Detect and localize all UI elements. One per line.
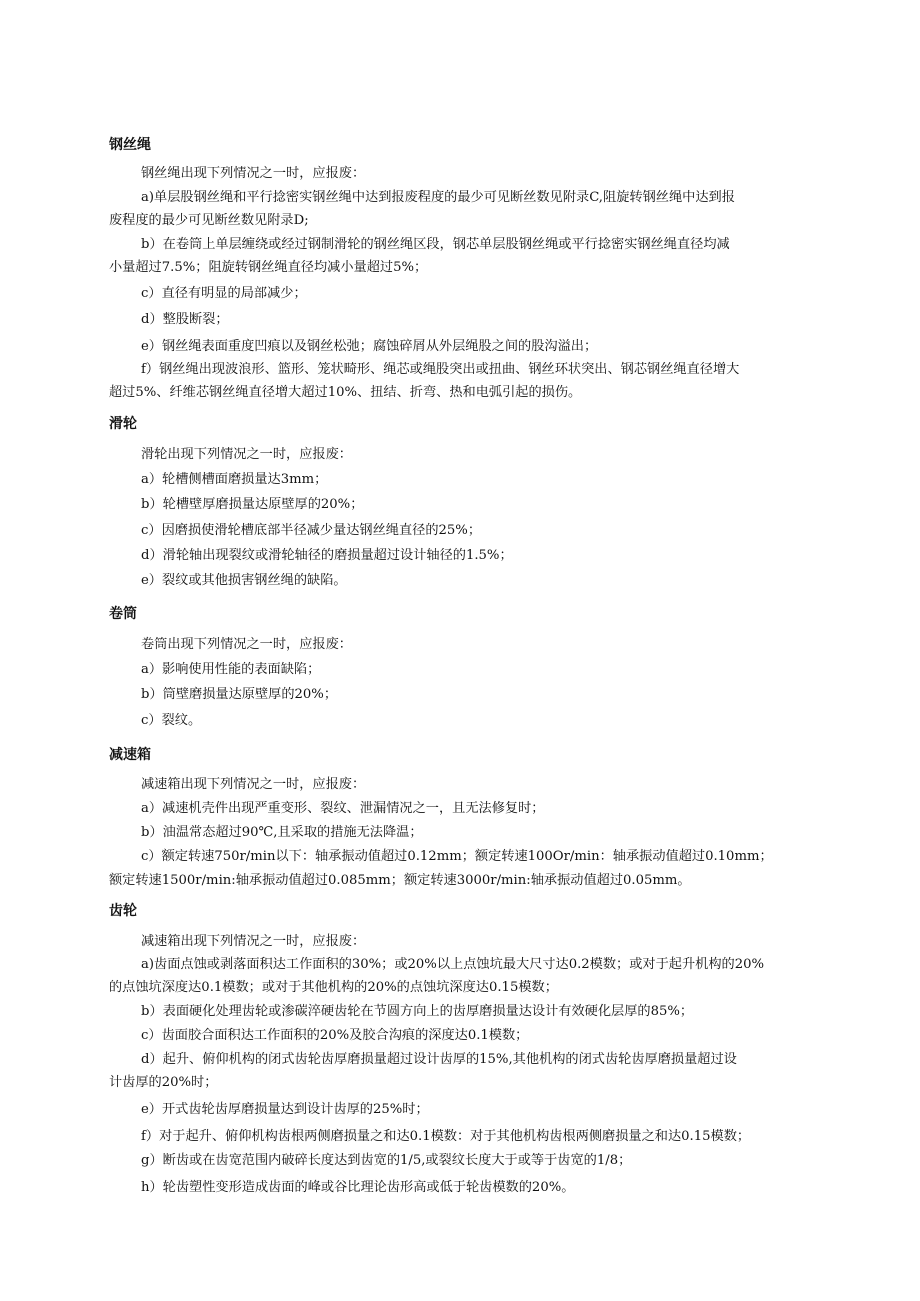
paragraph-line: d）起升、俯仰机构的闭式齿轮齿厚磨损量超过设计齿厚的15%,其他机构的闭式齿轮齿厚磨损量超过设 <box>141 1052 737 1067</box>
paragraph-line: a）轮槽侧槽面磨损量达3mm； <box>141 472 328 487</box>
paragraph-line: 卷筒出现下列情况之一时，应报废： <box>141 637 352 652</box>
paragraph-line: 滑轮出现下列情况之一时，应报废： <box>141 447 352 462</box>
paragraph-line: d）整股断裂； <box>141 312 229 327</box>
paragraph-line: 额定转速1500r/min:轴承振动值超过0.085mm；额定转速3000r/min:轴承振动值超过0.05mm。 <box>109 873 691 888</box>
paragraph-line: b）在卷筒上单层缠绕或经过钢制滑轮的钢丝绳区段，钢芯单层股钢丝绳或平行捻密实钢丝绳直径均减 <box>141 237 730 252</box>
paragraph-line: b）油温常态超过90℃,且采取的措施无法降温； <box>141 825 423 840</box>
paragraph-line: f）钢丝绳出现波浪形、篮形、笼状畸形、绳芯或绳股突出或扭曲、钢丝环状突出、钢芯钢丝绳直径增大 <box>141 362 740 377</box>
section-title-wire-rope: 钢丝绳 <box>109 137 151 153</box>
paragraph-line: h）轮齿塑性变形造成齿面的峰或谷比理论齿形高或低于轮齿模数的20%。 <box>141 1180 575 1195</box>
section-title-pulley: 滑轮 <box>109 416 137 432</box>
section-title-drum: 卷筒 <box>109 606 137 622</box>
section-title-gearbox: 减速箱 <box>109 747 151 763</box>
paragraph-line: a）减速机壳件出现严重变形、裂纹、泄漏情况之一，且无法修复时； <box>141 801 545 816</box>
paragraph-line: e）钢丝绳表面重度凹痕以及钢丝松弛；腐蚀碎屑从外层绳股之间的股沟溢出； <box>141 339 598 354</box>
paragraph-line: 减速箱出现下列情况之一时，应报废： <box>141 777 366 792</box>
paragraph-line: d）滑轮轴出现裂纹或滑轮轴径的磨损量超过设计轴径的1.5%； <box>141 548 513 563</box>
paragraph-line: c）额定转速750r/min以下：轴承振动值超过0.12mm；额定转速100Or/min：轴承振动值超过0.10mm； <box>141 849 773 864</box>
paragraph-line: 计齿厚的20%时； <box>109 1075 218 1090</box>
paragraph-line: c）因磨损使滑轮槽底部半径减少量达钢丝绳直径的25%； <box>141 523 482 538</box>
paragraph-line: 减速箱出现下列情况之一时，应报废： <box>141 934 366 949</box>
paragraph-line: a)齿面点蚀或剥落面积达工作面积的30%；或20%以上点蚀坑最大尺寸达0.2模数；或对于起升机构的20% <box>141 957 765 972</box>
paragraph-line: e）开式齿轮齿厚磨损量达到设计齿厚的25%时； <box>141 1102 429 1117</box>
paragraph-line: 小量超过7.5%；阻旋转钢丝绳直径均减小量超过5%； <box>109 260 428 275</box>
paragraph-line: c）裂纹。 <box>141 713 202 728</box>
paragraph-line: b）表面硬化处理齿轮或渗碳淬硬齿轮在节圆方向上的齿厚磨损量达设计有效硬化层厚的85%； <box>141 1004 694 1019</box>
paragraph-line: 的点蚀坑深度达0.1模数；或对于其他机构的20%的点蚀坑深度达0.15模数； <box>109 980 558 995</box>
paragraph-line: b）轮槽壁厚磨损量达原壁厚的20%； <box>141 497 364 512</box>
paragraph-line: f）对于起升、俯仰机构齿根两侧磨损量之和达0.1模数：对于其他机构齿根两侧磨损量之和达0.15模数； <box>141 1129 751 1144</box>
paragraph-line: e）裂纹或其他损害钢丝绳的缺陷。 <box>141 573 347 588</box>
paragraph-line: a)单层股钢丝绳和平行捻密实钢丝绳中达到报废程度的最少可见断丝数见附录C,阻旋转钢丝绳中达到报 <box>141 190 735 205</box>
paragraph-line: b）筒壁磨损量达原壁厚的20%； <box>141 687 338 702</box>
paragraph-line: g）断齿或在齿宽范围内破碎长度达到齿宽的1/5,或裂纹长度大于或等于齿宽的1/8； <box>141 1153 632 1168</box>
paragraph-line: c）齿面胶合面积达工作面积的20%及胶合沟痕的深度达0.1模数； <box>141 1028 529 1043</box>
paragraph-line: 超过5%、纤维芯钢丝绳直径增大超过10%、扭结、折弯、热和电弧引起的损伤。 <box>109 385 582 400</box>
section-title-gear: 齿轮 <box>109 903 137 919</box>
paragraph-line: 钢丝绳出现下列情况之一时，应报废： <box>141 166 366 181</box>
paragraph-line: 废程度的最少可见断丝数见附录D; <box>109 213 309 228</box>
paragraph-line: c）直径有明显的局部减少； <box>141 286 307 301</box>
paragraph-line: a）影响使用性能的表面缺陷； <box>141 662 321 677</box>
